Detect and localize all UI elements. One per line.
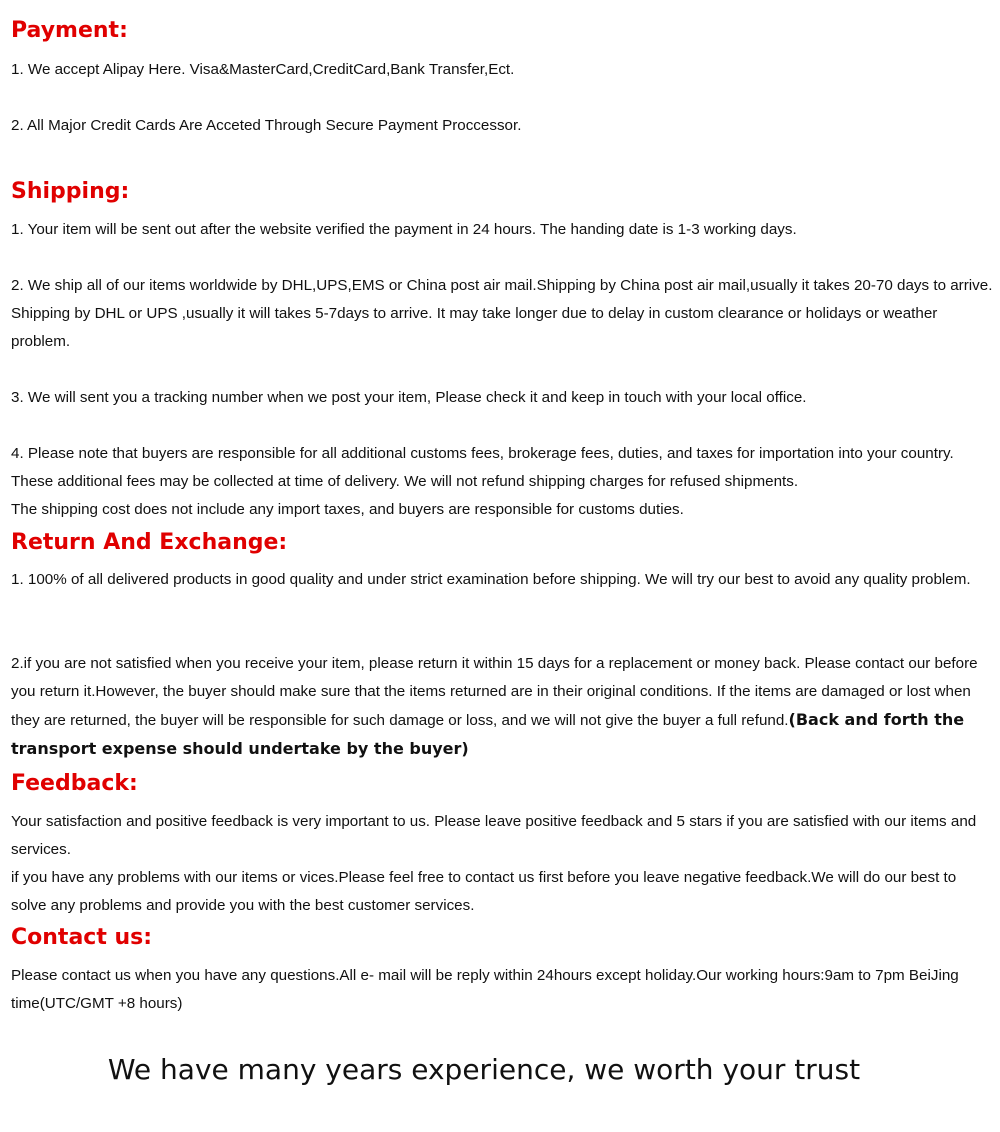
payment-item-1: 1. We accept Alipay Here. Visa&MasterCard,CreditCard,Bank Transfer,Ect.	[11, 61, 515, 78]
shipping-item-3: 3. We will sent you a tracking number when we post your item, Please check it and keep in touch with your local office.	[11, 389, 807, 406]
payment-heading: Payment:	[11, 18, 128, 43]
return-item-1: 1. 100% of all delivered products in good quality and under strict examination before shipping. We will try our best to avoid any quality problem.	[11, 571, 971, 588]
shipping-item-1: 1. Your item will be sent out after the website verified the payment in 24 hours. The handing date is 1-3 working days.	[11, 221, 797, 238]
feedback-heading: Feedback:	[11, 771, 138, 796]
return-emphasis: (Back and forth the transport expense should undertake by the buyer)	[11, 710, 965, 758]
shipping-note: The shipping cost does not include any import taxes, and buyers are responsible for customs duties.	[11, 501, 684, 518]
feedback-item-1: Your satisfaction and positive feedback is very important to us. Please leave positive feedback and 5 stars if you are satisfied with our items and services.	[11, 813, 977, 858]
payment-item-2: 2. All Major Credit Cards Are Acceted Through Secure Payment Proccessor.	[11, 117, 522, 134]
return-item-2-text: 2.if you are not satisfied when you receive your item, please return it within 15 days for a replacement or money back. Please contact our before you return it.However, the buyer should make sure that the items returned are in their original conditions. If the items are damaged or lost when they are returned, the buyer will be responsible for such damage or loss, and we will not give the buyer a full refund.	[11, 655, 978, 729]
return-exchange-heading: Return And Exchange:	[11, 530, 288, 555]
return-item-2	[11, 650, 993, 764]
shipping-heading: Shipping:	[11, 179, 130, 204]
closing-tagline: We have many years experience, we worth your trust	[107, 1053, 861, 1086]
contact-item-1: Please contact us when you have any questions.All e- mail will be reply within 24hours except holiday.Our working hours:9am to 7pm BeiJing time(UTC/GMT +8 hours)	[11, 967, 959, 1012]
shipping-item-2: 2. We ship all of our items worldwide by DHL,UPS,EMS or China post air mail.Shipping by China post air mail,usually it takes 20-70 days to arrive. Shipping by DHL or UPS ,usually it will takes 5-7days to arrive. It may take longer due to delay in custom clearance or holidays or weather problem.	[11, 277, 993, 350]
contact-heading: Contact us:	[11, 925, 153, 950]
feedback-item-2: if you have any problems with our items or vices.Please feel free to contact us first before you leave negative feedback.We will do our best to solve any problems and provide you with the best customer services.	[11, 869, 957, 914]
shipping-item-4: 4. Please note that buyers are responsible for all additional customs fees, brokerage fees, duties, and taxes for importation into your country. These additional fees may be collected at time of delivery. We will not refund shipping charges for refused shipments.	[11, 445, 954, 490]
